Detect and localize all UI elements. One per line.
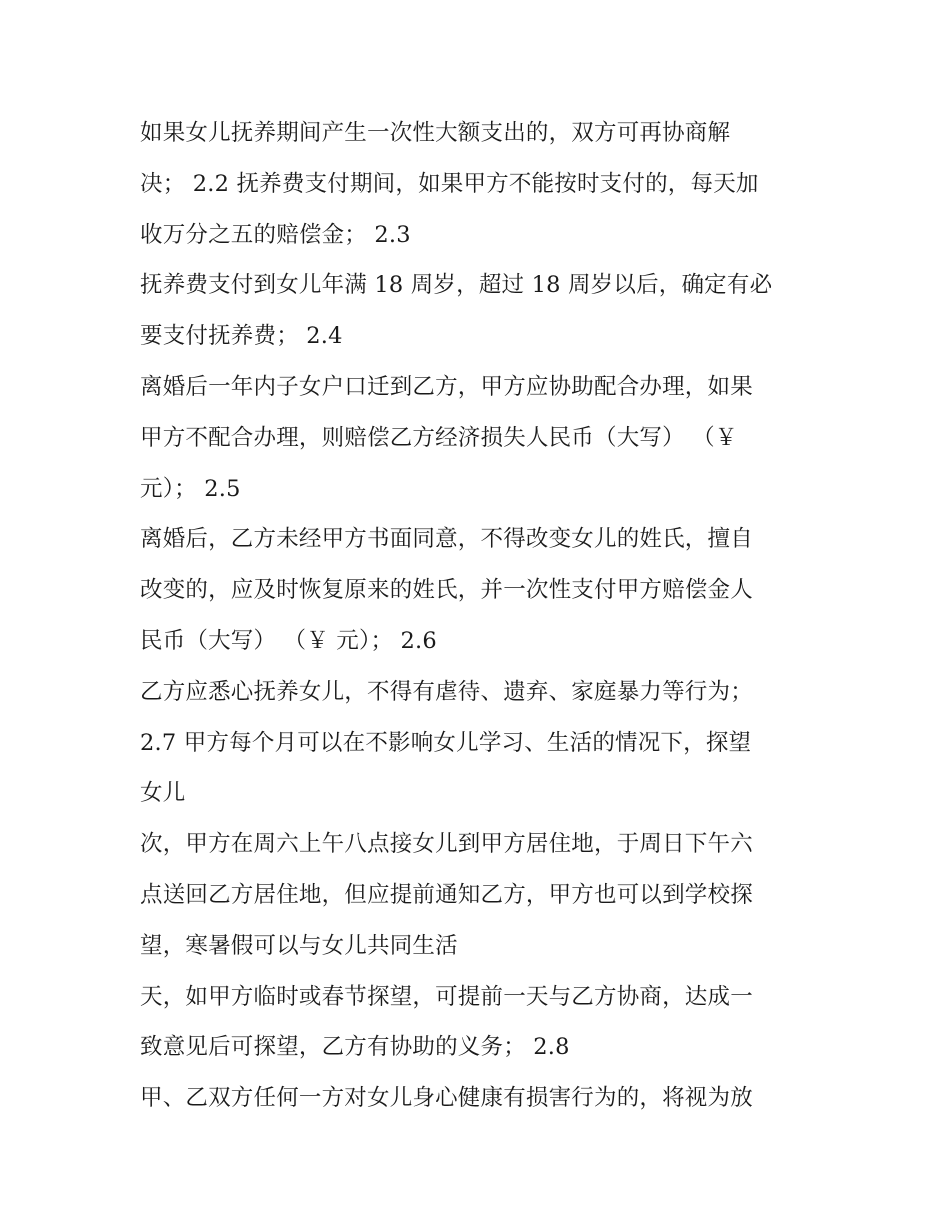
text-line: 抚养费支付到女儿年满 18 周岁，超过 18 周岁以后，确定有必 — [140, 272, 773, 299]
text-line: 如果女儿抚养期间产生一次性大额支出的，双方可再协商解 — [140, 120, 731, 146]
text-line: 甲方不配合办理，则赔偿乙方经济损失人民币（大写） （￥ — [140, 424, 738, 451]
text-line: 收万分之五的赔偿金； 2.3 — [140, 221, 411, 248]
text-line: 天，如甲方临时或春节探望，可提前一天与乙方协商，达成一 — [140, 983, 753, 1010]
text-line: 甲、乙双方任何一方对女儿身心健康有损害行为的，将视为放 — [140, 1085, 753, 1112]
text-line: 2.7 甲方每个月可以在不影响女儿学习、生活的情况下，探望 — [140, 729, 752, 756]
text-line: 民币（大写） （￥ 元）； 2.6 — [140, 627, 437, 654]
text-line: 致意见后可探望，乙方有协助的义务； 2.8 — [140, 1034, 570, 1061]
text-line: 点送回乙方居住地，但应提前通知乙方，甲方也可以到学校探 — [140, 881, 753, 908]
text-line: 改变的，应及时恢复原来的姓氏，并一次性支付甲方赔偿金人 — [140, 577, 753, 604]
text-line: 望，寒暑假可以与女儿共同生活 — [140, 932, 458, 959]
text-line: 决； 2.2 抚养费支付期间，如果甲方不能按时支付的，每天加 — [140, 170, 759, 197]
text-line: 离婚后，乙方未经甲方书面同意，不得改变女儿的姓氏，擅自 — [140, 526, 753, 553]
text-line: 次，甲方在周六上午八点接女儿到甲方居住地，于周日下午六 — [140, 831, 753, 858]
text-line: 元）； 2.5 — [140, 475, 241, 502]
text-line: 乙方应悉心抚养女儿，不得有虐待、遗弃、家庭暴力等行为； — [140, 678, 753, 705]
agreement-text — [140, 108, 820, 1124]
text-line: 要支付抚养费； 2.4 — [140, 323, 343, 350]
text-line: 离婚后一年内子女户口迁到乙方，甲方应协助配合办理，如果 — [140, 373, 753, 400]
text-line: 女儿 — [140, 780, 186, 807]
